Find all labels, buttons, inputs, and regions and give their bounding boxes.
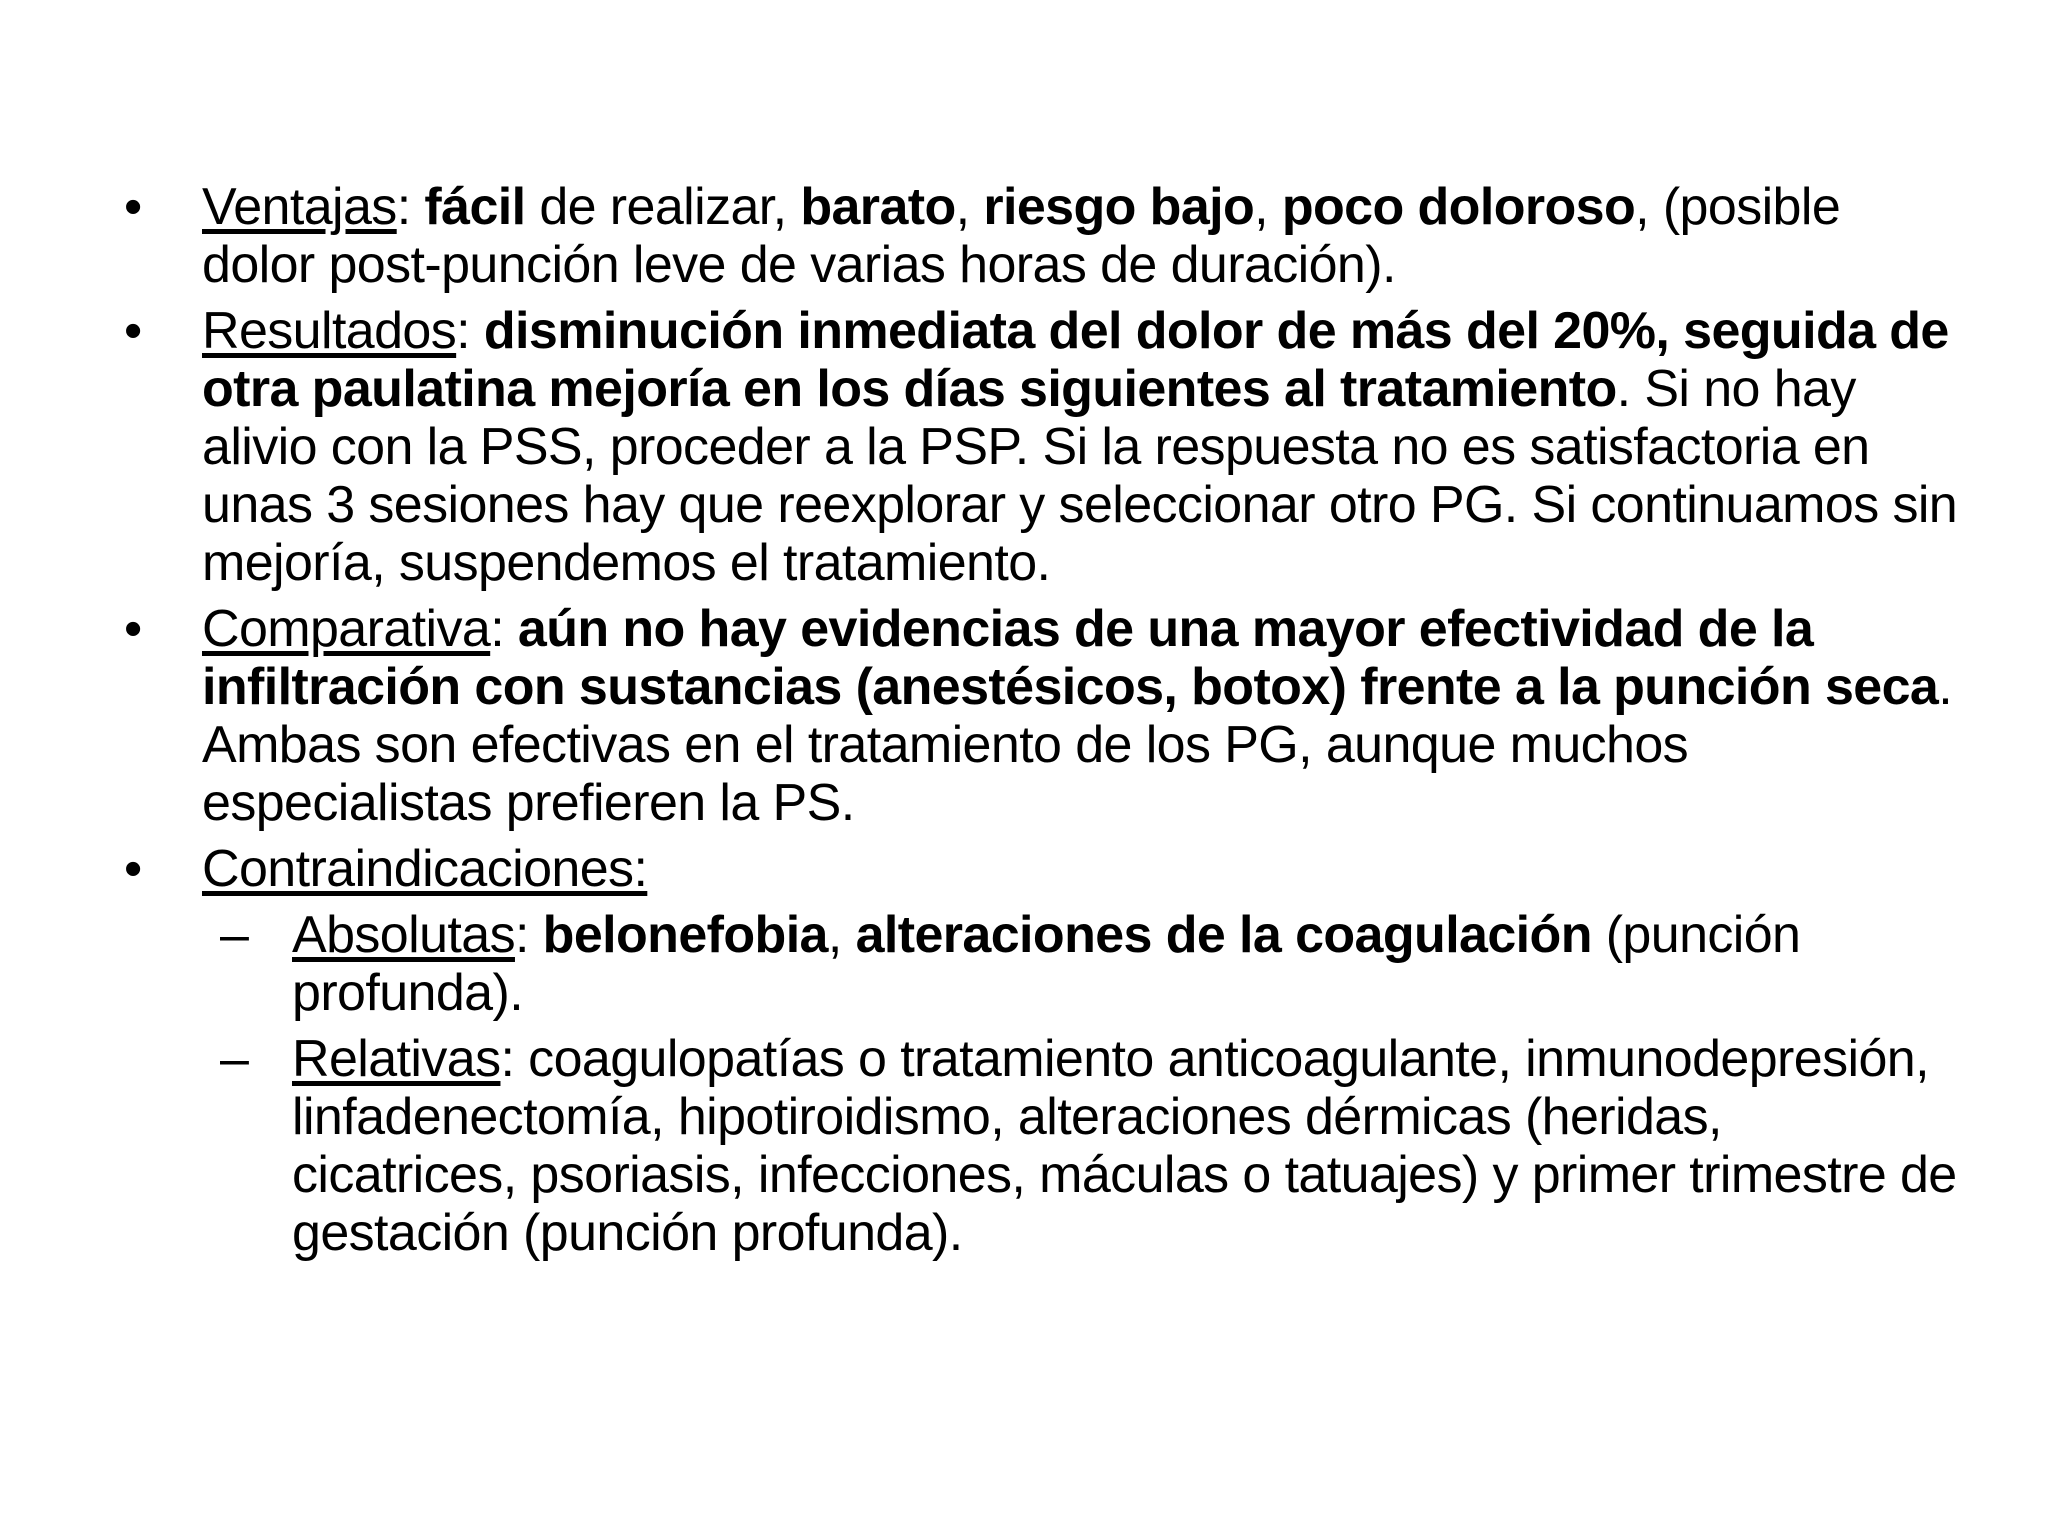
- bullet-icon: •: [124, 178, 142, 236]
- item-text: . Ambas son efectivas en el tratamiento de los PG, aunque muchos especialistas prefieren la PS.: [202, 658, 1953, 832]
- sub-item-separator: :: [514, 906, 543, 964]
- item-text: . Si no hay alivio con la PSS, proceder a la PSP. Si la respuesta no es satisfactoria en unas 3 sesiones hay que reexplorar y seleccionar otro PG. Si continuamos sin mejoría, suspendemos el tratamiento.: [202, 360, 1958, 592]
- slide-content: [120, 178, 1960, 1270]
- sub-item-text-bold: alteraciones de la coagulación: [855, 906, 1592, 964]
- sub-item-text: coagulopatías o tratamiento anticoagulante, inmunodepresión, linfadenectomía, hipotiroidismo, alteraciones dérmicas (heridas, cicatrices, psoriasis, infecciones, máculas o tatuajes) y primer trimestre de gestación (punción profunda).: [292, 1030, 1957, 1262]
- sub-item-label: Relativas: [292, 1030, 501, 1088]
- item-text-bold: aún no hay evidencias de una mayor efectividad de la infiltración con sustancias (anestésicos, botox) frente a la punción seca: [202, 600, 1939, 716]
- dash-icon: –: [220, 1030, 249, 1088]
- bullet-icon: •: [124, 840, 142, 898]
- item-text-bold: disminución inmediata del dolor de más del 20%, seguida de otra paulatina mejoría en los días siguientes al tratamiento: [202, 302, 1949, 418]
- item-text: de realizar,: [525, 178, 801, 236]
- item-text-bold: poco doloroso: [1281, 178, 1636, 236]
- bullet-item-contraindicaciones: [120, 840, 1960, 898]
- bullet-item-resultados: [120, 302, 1960, 592]
- item-text: ,: [1254, 178, 1282, 236]
- item-text: , (posible dolor post-punción leve de varias horas de duración).: [202, 178, 1841, 294]
- bullet-icon: •: [124, 600, 142, 658]
- sub-item-relativas: [120, 1030, 1960, 1262]
- item-text-bold: riesgo bajo: [983, 178, 1255, 236]
- bullet-item-comparativa: [120, 600, 1960, 832]
- item-separator: :: [396, 178, 425, 236]
- item-label: Ventajas: [202, 178, 397, 236]
- sub-item-absolutas: [120, 906, 1960, 1022]
- sub-item-text-bold: belonefobia: [542, 906, 828, 964]
- item-label: Comparativa: [202, 600, 491, 658]
- item-text-bold: barato: [800, 178, 956, 236]
- item-text: ,: [955, 178, 984, 236]
- item-separator: :: [490, 600, 518, 658]
- bullet-item-ventajas: [120, 178, 1960, 294]
- item-text-bold: fácil: [424, 178, 526, 236]
- item-label: Resultados: [202, 302, 457, 360]
- item-separator: :: [456, 302, 484, 360]
- sub-item-text: ,: [827, 906, 856, 964]
- dash-icon: –: [220, 906, 249, 964]
- sub-item-label: Absolutas: [292, 906, 515, 964]
- item-label: Contraindicaciones:: [202, 840, 648, 898]
- sub-item-text: (punción profunda).: [292, 906, 1801, 1022]
- sub-item-separator: :: [500, 1030, 529, 1088]
- bullet-icon: •: [124, 302, 142, 360]
